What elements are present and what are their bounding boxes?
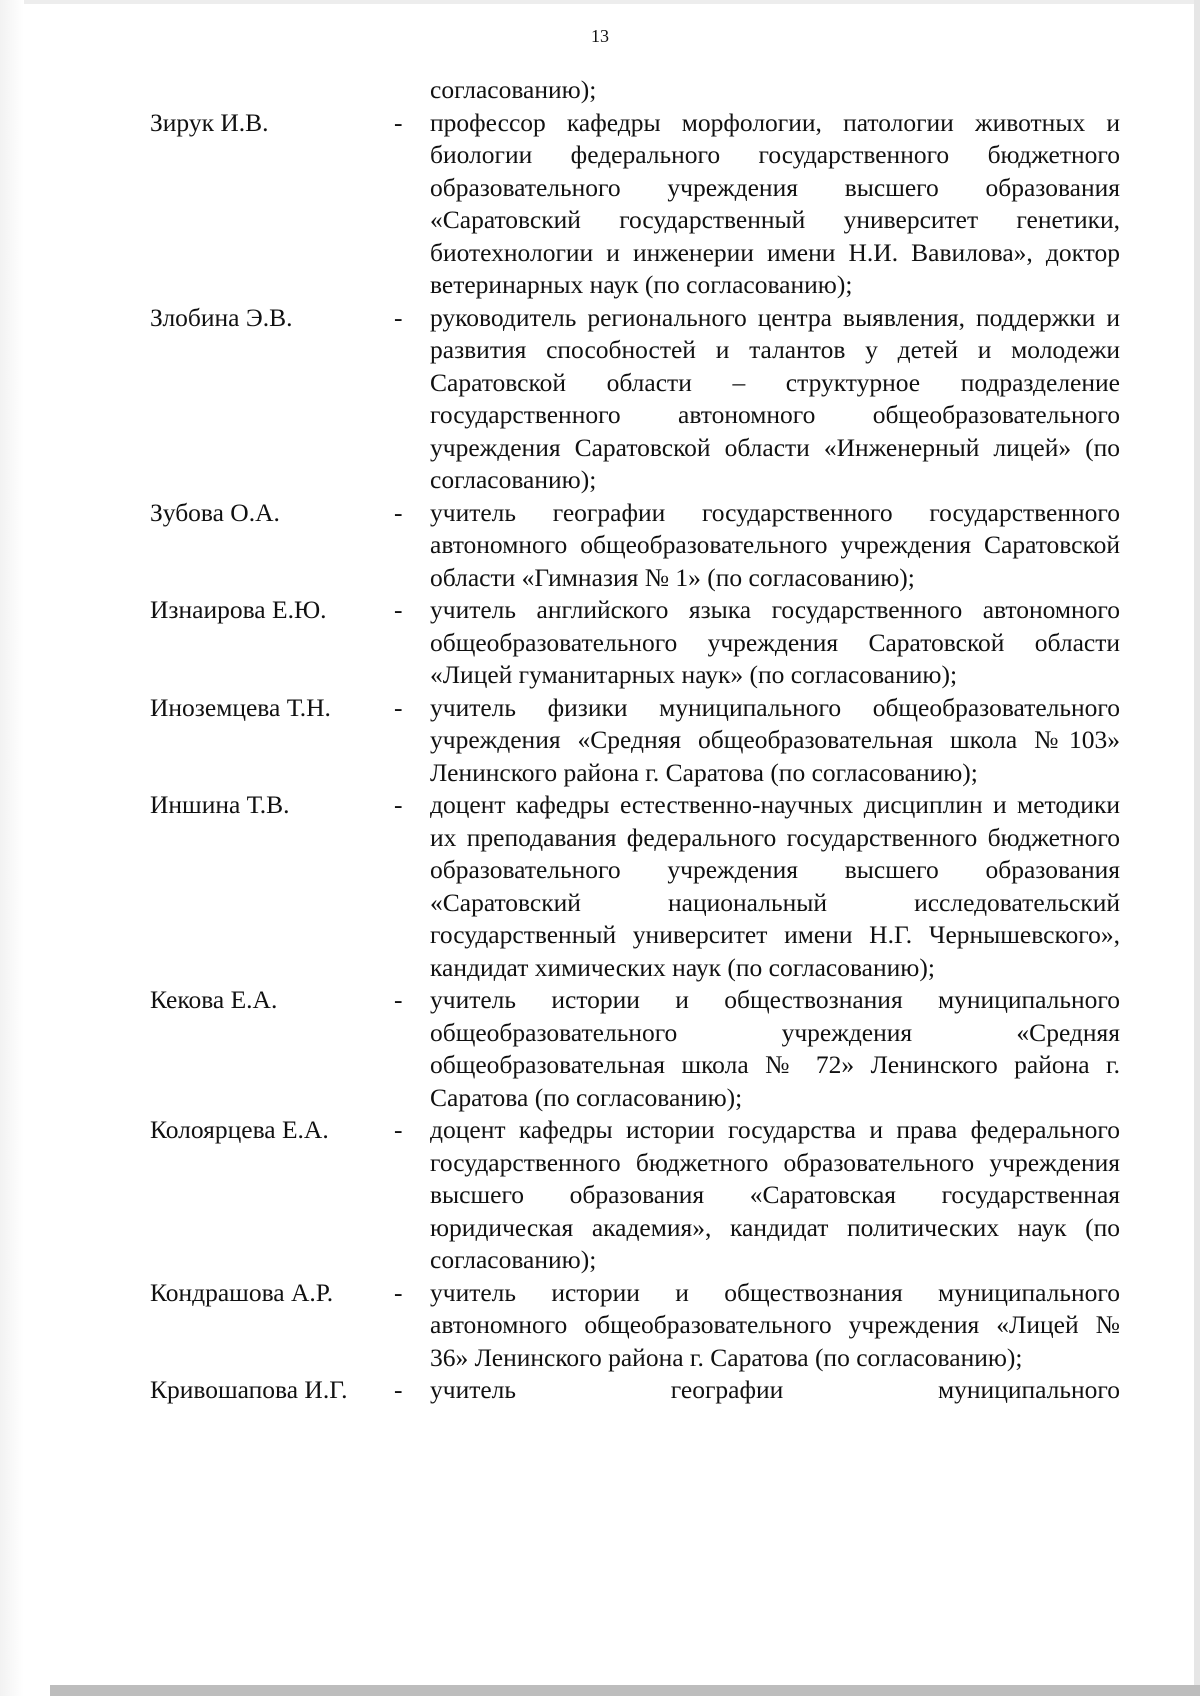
scan-edge-top <box>0 0 1200 4</box>
list-item <box>150 789 1120 984</box>
dash: - <box>394 595 403 624</box>
dash: - <box>394 107 403 137</box>
list-item <box>150 984 1120 1114</box>
member-name: Иноземцева Т.Н. <box>150 692 331 722</box>
member-name: Кондрашова А.Р. <box>150 1277 334 1307</box>
dash: - <box>394 692 403 722</box>
member-name: Кекова Е.А. <box>150 985 278 1014</box>
member-description: учитель английского языка государственного автономного общеобразовательного учреждения Саратовской области «Лицей гуманитарных наук» (по согласованию); <box>430 595 1120 689</box>
dash: - <box>394 497 403 527</box>
member-name: Зирук И.В. <box>150 107 269 137</box>
member-description: руководитель регионального центра выявления, поддержки и развития способностей и талантов у детей и молодежи Саратовской области – структурное подразделение государственного автономного общеобразовательного учреждения Саратовской области «Инженерный лицей» (по согласованию); <box>430 302 1120 494</box>
member-description: доцент кафедры истории государства и права федерального государственного бюджетного образовательного учреждения высшего образования «Саратовская государственная юридическая академия», кандидат политических наук (по согласованию); <box>430 1115 1120 1274</box>
member-name: Изнаирова Е.Ю. <box>150 595 327 624</box>
member-description: учитель истории и обществознания муниципального автономного общеобразовательного учреждения «Лицей № 36» Ленинского района г. Саратова (по согласованию); <box>430 1277 1120 1372</box>
list-item <box>150 1114 1120 1277</box>
member-description: профессор кафедры морфологии, патологии животных и биологии федерального государственного бюджетного образовательного учреждения высшего образования «Саратовский государственный университет генетики, биотехнологии и инженерии имени Н.И. Вавилова», доктор ветеринарных наук (по согласованию); <box>430 107 1120 299</box>
members-list <box>150 74 1120 1407</box>
page-number: 13 <box>591 26 609 46</box>
member-description: учитель истории и обществознания муниципального общеобразовательного учреждения «Средняя общеобразовательная школа № 72» Ленинского района г. Саратова (по согласованию); <box>430 985 1120 1112</box>
list-item <box>150 692 1120 790</box>
scan-edge-left <box>0 0 24 1696</box>
member-name: Кривошапова И.Г. <box>150 1375 348 1404</box>
scan-edge-right <box>1194 0 1200 1696</box>
dash: - <box>394 1375 403 1404</box>
member-name: Иншина Т.В. <box>150 790 290 819</box>
dash: - <box>394 790 403 819</box>
member-description: учитель физики муниципального общеобразовательного учреждения «Средняя общеобразовательная школа №103» Ленинского района г. Саратова (по согласованию); <box>430 692 1120 787</box>
member-name: Зубова О.А. <box>150 497 280 527</box>
member-name: Злобина Э.В. <box>150 302 293 332</box>
list-item <box>150 1374 1120 1407</box>
list-item <box>150 107 1120 302</box>
dash: - <box>394 302 403 332</box>
scan-edge-bottom <box>50 1685 1200 1696</box>
member-description: учитель географии государственного государственного автономного общеобразовательного учреждения Саратовской области «Гимназия № 1» (по согласованию); <box>430 497 1120 592</box>
continuation-text: согласованию); <box>430 75 597 104</box>
member-description: учитель географии муниципального <box>430 1375 1120 1404</box>
dash: - <box>394 985 403 1014</box>
list-item <box>150 302 1120 497</box>
dash: - <box>394 1115 403 1144</box>
list-item <box>150 594 1120 692</box>
member-description: доцент кафедры естественно-научных дисциплин и методики их преподавания федерального государственного бюджетного образовательного учреждения высшего образования «Саратовский национальный исследовательский государственный университет имени Н.Г. Чернышевского», кандидат химических наук (по согласованию); <box>430 790 1120 982</box>
member-name: Колоярцева Е.А. <box>150 1115 329 1144</box>
list-item <box>150 497 1120 595</box>
dash: - <box>394 1277 403 1307</box>
list-item <box>150 1277 1120 1375</box>
